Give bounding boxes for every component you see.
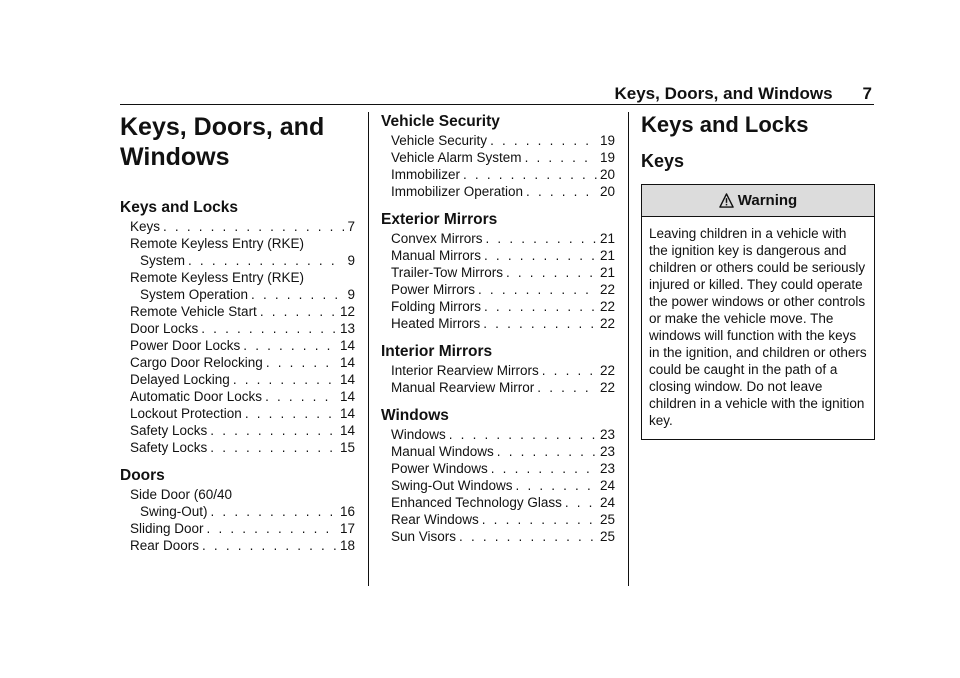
toc-entry[interactable]: Windows . . . 23 <box>391 426 615 443</box>
toc-entry[interactable]: Remote Keyless Entry (RKE) System . . . 9 <box>130 235 355 269</box>
toc-entry[interactable]: Interior Rearview Mirrors . . . 22 <box>391 362 615 379</box>
toc-section-heading: Vehicle Security <box>381 113 500 130</box>
toc-entry[interactable]: Folding Mirrors . . . 22 <box>391 298 615 315</box>
chapter-title <box>120 112 355 172</box>
toc-entry[interactable]: Enhanced Technology Glass . . . 24 <box>391 494 615 511</box>
toc-section-heading: Windows <box>381 407 449 424</box>
toc-entry[interactable]: Immobilizer Operation . . . 20 <box>391 183 615 200</box>
toc-entry[interactable]: Remote Vehicle Start . . . 12 <box>130 303 355 320</box>
toc-entry[interactable]: Manual Rearview Mirror . . . 22 <box>391 379 615 396</box>
toc-entry[interactable]: Lockout Protection . . . 14 <box>130 405 355 422</box>
toc-entry[interactable]: Safety Locks . . . 14 <box>130 422 355 439</box>
toc-entry[interactable]: Delayed Locking . . . 14 <box>130 371 355 388</box>
toc-entry[interactable]: Safety Locks . . . 15 <box>130 439 355 456</box>
warning-header <box>642 185 874 217</box>
warning-triangle-icon <box>719 193 734 208</box>
toc-list <box>120 486 355 554</box>
toc-entry[interactable]: Sun Visors . . . 25 <box>391 528 615 545</box>
warning-box <box>641 184 875 440</box>
toc-entry[interactable]: Swing-Out Windows . . . 24 <box>391 477 615 494</box>
toc-entry[interactable]: Rear Doors . . . 18 <box>130 537 355 554</box>
running-head <box>614 84 872 104</box>
toc-entry[interactable]: Remote Keyless Entry (RKE) System Operation . . . 9 <box>130 269 355 303</box>
toc-entry[interactable]: Cargo Door Relocking . . . 14 <box>130 354 355 371</box>
toc-entry[interactable]: Immobilizer . . . 20 <box>391 166 615 183</box>
toc-column-2 <box>381 112 615 545</box>
header-rule <box>120 104 874 105</box>
toc-entry[interactable]: Vehicle Alarm System . . . 19 <box>391 149 615 166</box>
toc-entry[interactable]: Sliding Door . . . 17 <box>130 520 355 537</box>
toc-entry[interactable]: Power Mirrors . . . 22 <box>391 281 615 298</box>
toc-entry[interactable]: Convex Mirrors . . . 21 <box>391 230 615 247</box>
toc-entry[interactable]: Trailer-Tow Mirrors . . . 21 <box>391 264 615 281</box>
toc-section-heading: Interior Mirrors <box>381 343 493 360</box>
chapter-title-line1: Keys, Doors, and <box>120 113 325 141</box>
section-title: Keys and Locks <box>641 112 809 137</box>
toc-entry[interactable]: Manual Mirrors . . . 21 <box>391 247 615 264</box>
toc-entry[interactable]: Automatic Door Locks . . . 14 <box>130 388 355 405</box>
running-head-title: Keys, Doors, and Windows <box>614 84 833 103</box>
toc-entry[interactable]: Door Locks . . . 13 <box>130 320 355 337</box>
page-number: 7 <box>862 84 872 103</box>
toc-entry[interactable]: Vehicle Security . . . 19 <box>391 132 615 149</box>
warning-title: Warning <box>737 192 798 209</box>
toc-section-heading: Exterior Mirrors <box>381 211 498 228</box>
toc-entry[interactable]: Power Door Locks . . . 14 <box>130 337 355 354</box>
toc-entry[interactable]: Power Windows . . . 23 <box>391 460 615 477</box>
subsection-title: Keys <box>641 151 685 171</box>
toc-list <box>381 362 615 396</box>
warning-text: Leaving children in a vehicle with the ignition key is dangerous and children or others could be seriously injured or killed. They could operate the power windows or other controls or make the vehicle move. The windows will function with the keys in the ignition, and children or others could be caught in the path of a closing window. Do not leave children in a vehicle with the ignition key. <box>649 226 867 428</box>
toc-entry[interactable]: Manual Windows . . . 23 <box>391 443 615 460</box>
toc-section-heading: Keys and Locks <box>120 199 239 216</box>
toc-entry[interactable]: Rear Windows . . . 25 <box>391 511 615 528</box>
toc-list <box>381 230 615 332</box>
toc-section-heading: Doors <box>120 467 165 484</box>
chapter-title-line2: Windows <box>120 143 230 171</box>
column-divider-1 <box>368 112 369 586</box>
toc-column-1 <box>120 112 355 554</box>
content-column <box>641 112 875 440</box>
toc-list <box>381 132 615 200</box>
toc-entry[interactable]: Keys . . . 7 <box>130 218 355 235</box>
toc-list <box>120 218 355 456</box>
toc-list <box>381 426 615 545</box>
toc-entry[interactable]: Side Door (60/40 Swing-Out) . . . 16 <box>130 486 355 520</box>
column-divider-2 <box>628 112 629 586</box>
toc-entry[interactable]: Heated Mirrors . . . 22 <box>391 315 615 332</box>
